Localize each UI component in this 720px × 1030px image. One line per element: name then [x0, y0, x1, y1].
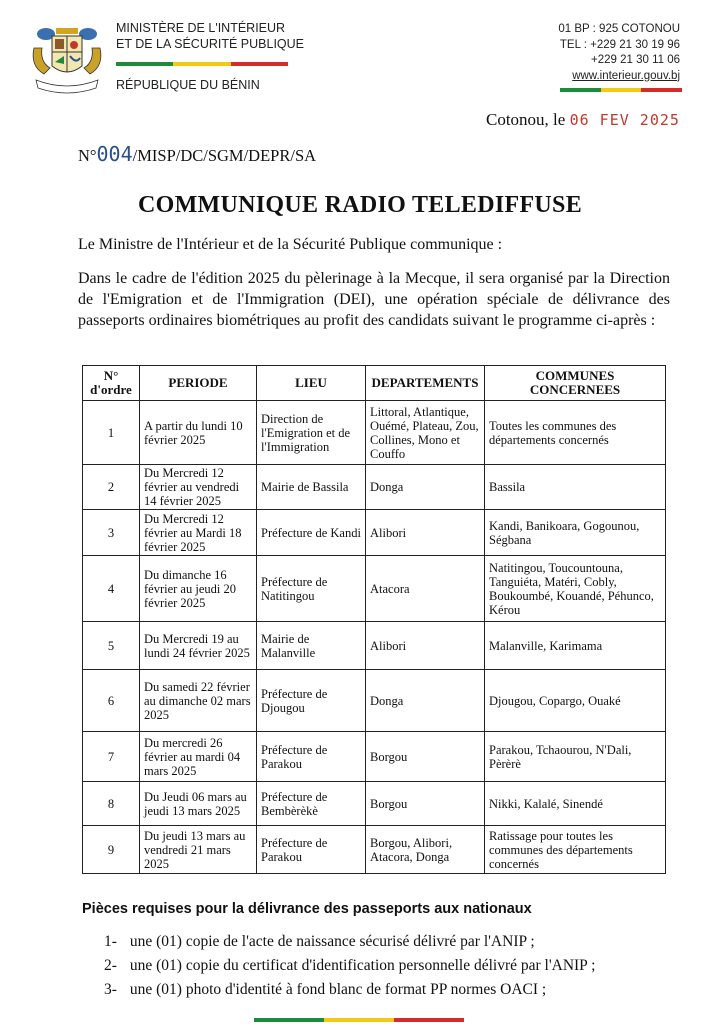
ministry-line-2: ET DE LA SÉCURITÉ PUBLIQUE — [116, 37, 305, 51]
cell-communes: Kandi, Banikoara, Gogounou, Ségbana — [485, 510, 666, 556]
table-row — [83, 465, 666, 510]
cell-periode: A partir du lundi 10 février 2025 — [140, 401, 257, 465]
cell-num: 8 — [83, 782, 140, 826]
cell-lieu: Préfecture de Parakou — [257, 732, 366, 782]
cell-departements: Borgou, Alibori, Atacora, Donga — [366, 826, 485, 874]
cell-num: 4 — [83, 556, 140, 622]
table-row — [83, 510, 666, 556]
cell-num: 7 — [83, 732, 140, 782]
cell-departements: Alibori — [366, 510, 485, 556]
pieces-list — [104, 930, 595, 1002]
cell-periode: Du Mercredi 19 au lundi 24 février 2025 — [140, 622, 257, 670]
header-num: N° d'ordre — [83, 366, 140, 401]
cell-periode: Du mercredi 26 février au mardi 04 mars 2025 — [140, 732, 257, 782]
reference-suffix: /MISP/DC/SGM/DEPR/SA — [132, 146, 317, 165]
cell-communes: Ratissage pour toutes les communes des départements concernés — [485, 826, 666, 874]
republic-name: RÉPUBLIQUE DU BÉNIN — [116, 78, 260, 92]
cell-num: 1 — [83, 401, 140, 465]
benin-coat-of-arms-icon — [26, 18, 108, 96]
contact-block — [558, 22, 680, 84]
header-departements: DEPARTEMENTS — [366, 366, 485, 401]
programme-table — [82, 365, 666, 874]
list-item-text: une (01) copie de l'acte de naissance sécurisé délivré par l'ANIP ; — [129, 933, 535, 950]
cell-communes: Parakou, Tchaourou, N'Dali, Pèrèrè — [485, 732, 666, 782]
list-item-number: 3- — [104, 981, 117, 998]
cell-lieu: Préfecture de Parakou — [257, 826, 366, 874]
cell-periode: Du Mercredi 12 février au Mardi 18 février 2025 — [140, 510, 257, 556]
dateline-date: 06 FEV 2025 — [569, 111, 680, 129]
cell-departements: Borgou — [366, 782, 485, 826]
ministry-line-1: MINISTÈRE DE L'INTÉRIEUR — [116, 21, 286, 35]
cell-communes: Nikki, Kalalé, Sinendé — [485, 782, 666, 826]
cell-lieu: Direction de l'Emigration et de l'Immigration — [257, 401, 366, 465]
cell-departements: Atacora — [366, 556, 485, 622]
cell-lieu: Préfecture de Djougou — [257, 670, 366, 732]
cell-departements: Donga — [366, 465, 485, 510]
phone-2: +229 21 30 11 06 — [591, 54, 680, 66]
flag-stripe — [560, 88, 682, 92]
cell-lieu: Préfecture de Bembèrèkè — [257, 782, 366, 826]
dateline — [486, 110, 680, 130]
ministry-name — [116, 20, 304, 52]
list-item-text: une (01) photo d'identité à fond blanc de format PP normes OACI ; — [129, 981, 547, 998]
reference-prefix: N° — [78, 146, 97, 165]
flag-stripe — [254, 1018, 464, 1022]
table-row — [83, 782, 666, 826]
reference-number — [78, 142, 316, 166]
header-periode: PERIODE — [140, 366, 257, 401]
cell-communes: Toutes les communes des départements concernés — [485, 401, 666, 465]
list-item — [104, 930, 595, 954]
cell-communes: Bassila — [485, 465, 666, 510]
cell-periode: Du dimanche 16 février au jeudi 20 février 2025 — [140, 556, 257, 622]
list-item-number: 1- — [104, 933, 117, 950]
cell-num: 9 — [83, 826, 140, 874]
pieces-title: Pièces requises pour la délivrance des passeports aux nationaux — [82, 901, 532, 917]
cell-lieu: Mairie de Malanville — [257, 622, 366, 670]
cell-departements: Alibori — [366, 622, 485, 670]
body-paragraph: Dans le cadre de l'édition 2025 du pèlerinage à la Mecque, il sera organisé par la Direction de l'Emigration et de l'Immigration (DEI), une opération spéciale de délivrance des passeports ordinaires biométriques au profit des candidats suivant le programme ci-après : — [78, 270, 670, 329]
cell-periode: Du Jeudi 06 mars au jeudi 13 mars 2025 — [140, 782, 257, 826]
cell-lieu: Préfecture de Kandi — [257, 510, 366, 556]
cell-communes: Natitingou, Toucountouna, Tanguiéta, Matéri, Cobly, Boukoumbé, Kouandé, Péhunco, Kérou — [485, 556, 666, 622]
table-body — [83, 401, 666, 874]
header-communes: COMMUNES CONCERNEES — [485, 366, 666, 401]
cell-num: 2 — [83, 465, 140, 510]
phone-1: TEL : +229 21 30 19 96 — [559, 38, 680, 51]
header-lieu: LIEU — [257, 366, 366, 401]
cell-communes: Malanville, Karimama — [485, 622, 666, 670]
intro-text: Le Ministre de l'Intérieur et de la Sécurité Publique communique : — [78, 236, 503, 253]
table-row — [83, 732, 666, 782]
table-header-row — [83, 366, 666, 401]
cell-periode: Du Mercredi 12 février au vendredi 14 février 2025 — [140, 465, 257, 510]
cell-periode: Du samedi 22 février au dimanche 02 mars 2025 — [140, 670, 257, 732]
list-item — [104, 954, 595, 978]
list-item — [104, 978, 595, 1002]
postal-box: 01 BP : 925 COTONOU — [558, 23, 680, 35]
cell-num: 3 — [83, 510, 140, 556]
table-row — [83, 622, 666, 670]
dateline-place: Cotonou, le — [486, 110, 566, 129]
list-item-text: une (01) copie du certificat d'identification personnelle délivré par l'ANIP ; — [129, 957, 596, 974]
table-row — [83, 826, 666, 874]
list-item-number: 2- — [104, 957, 117, 974]
table-row — [83, 670, 666, 732]
cell-num: 6 — [83, 670, 140, 732]
table-row — [83, 556, 666, 622]
flag-stripe — [116, 62, 288, 66]
cell-periode: Du jeudi 13 mars au vendredi 21 mars 2025 — [140, 826, 257, 874]
cell-communes: Djougou, Copargo, Ouaké — [485, 670, 666, 732]
cell-departements: Borgou — [366, 732, 485, 782]
cell-lieu: Préfecture de Natitingou — [257, 556, 366, 622]
cell-lieu: Mairie de Bassila — [257, 465, 366, 510]
website-link[interactable]: www.interieur.gouv.bj — [572, 69, 680, 82]
cell-departements: Littoral, Atlantique, Ouémé, Plateau, Zou, Collines, Mono et Couffo — [366, 401, 485, 465]
document-title: COMMUNIQUE RADIO TELEDIFFUSE — [138, 192, 582, 218]
table-row — [83, 401, 666, 465]
reference-number-value: 004 — [96, 142, 133, 166]
cell-departements: Donga — [366, 670, 485, 732]
cell-num: 5 — [83, 622, 140, 670]
